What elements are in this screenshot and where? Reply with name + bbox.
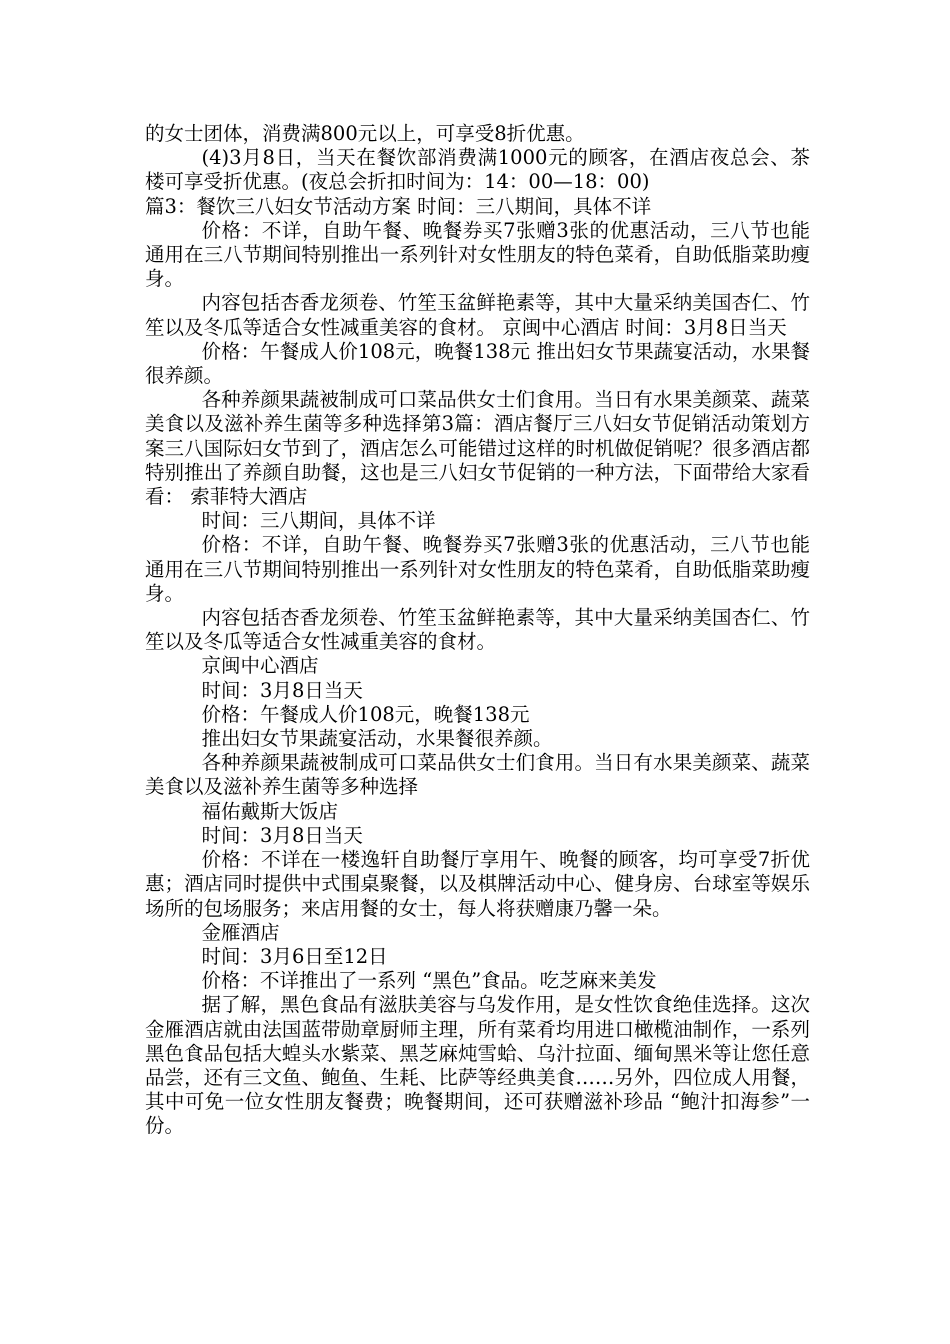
paragraph-13: 价格：午餐成人价108元，晚餐138元 — [201, 702, 530, 726]
paragraph-14: 推出妇女节果蔬宴活动，水果餐很养颜。 — [201, 727, 553, 751]
paragraph-7: 各种养颜果蔬被制成可口菜品供女士们食用。当日有水果美颜菜、蔬菜美食以及滋补养生菌等多种选择第3篇：酒店餐厅三八妇女节促销活动策划方案三八国际妇女节到了，酒店怎么可能错过这样的时机做促销呢？很多酒店都特别推出了养颜自助餐，这也是三八妇女节促销的一种方法，下面带给大家看看： 索菲特大酒店 — [145, 388, 810, 509]
paragraph-1: 的女士团体，消费满800元以上，可享受8折优惠。 — [145, 122, 585, 145]
paragraph-4: 价格：不详，自助午餐、晚餐券买7张赠3张的优惠活动，三八节也能通用在三八节期间特别推出一系列针对女性朋友的特色菜肴，自助低脂菜助瘦身。 — [145, 218, 810, 291]
paragraph-21: 价格：不详推出了一系列 “黑色”食品。吃芝麻来美发 — [201, 969, 657, 993]
paragraph-10: 内容包括杏香龙须卷、竹笙玉盆鲜艳素等，其中大量采纳美国杏仁、竹笙以及冬瓜等适合女性减重美容的食材。 — [145, 606, 810, 654]
paragraph-18: 价格：不详在一楼逸轩自助餐厅享用午、晚餐的顾客，均可享受7折优惠；酒店同时提供中式围桌聚餐，以及棋牌活动中心、健身房、台球室等娱乐场所的包场服务；来店用餐的女士，每人将获赠康乃馨一朵。 — [145, 848, 810, 920]
paragraph-6: 价格：午餐成人价108元，晚餐138元 推出妇女节果蔬宴活动，水果餐很养颜。 — [145, 339, 810, 388]
paragraph-20: 时间：3月6日至12日 — [201, 944, 388, 968]
paragraph-5: 内容包括杏香龙须卷、竹笙玉盆鲜艳素等，其中大量采纳美国杏仁、竹笙以及冬瓜等适合女性减重美容的食材。 京闽中心酒店 时间：3月8日当天 — [145, 291, 810, 339]
paragraph-15: 各种养颜果蔬被制成可口菜品供女士们食用。当日有水果美颜菜、蔬菜美食以及滋补养生菌等多种选择 — [145, 751, 810, 799]
hotel-name-fuyou-days: 福佑戴斯大饭店 — [201, 799, 339, 823]
paragraph-17: 时间：3月8日当天 — [201, 823, 363, 847]
hotel-name-jinyan: 金雁酒店 — [201, 920, 280, 944]
paragraph-8: 时间：三八期间，具体不详 — [201, 509, 436, 533]
hotel-name-jingmin: 京闽中心酒店 — [201, 654, 319, 678]
document-body — [145, 122, 810, 1139]
paragraph-12: 时间：3月8日当天 — [201, 678, 363, 702]
paragraph-9: 价格：不详，自助午餐、晚餐券买7张赠3张的优惠活动，三八节也能通用在三八节期间特别推出一系列针对女性朋友的特色菜肴，自助低脂菜助瘦身。 — [145, 533, 810, 605]
paragraph-22: 据了解，黑色食品有滋肤美容与乌发作用，是女性饮食绝佳选择。这次金雁酒店就由法国蓝带勋章厨师主理，所有菜肴均用进口橄榄油制作，一系列黑色食品包括大蝗头水紫菜、黑芝麻炖雪蛤、乌汁拉面、缅甸黑米等让您任意品尝，还有三文鱼、鲍鱼、生耗、比萨等经典美食……另外，四位成人用餐，其中可免一位女性朋友餐费；晚餐期间，还可获赠滋补珍品 “鲍汁扣海参”一份。 — [145, 993, 810, 1138]
section-heading-article-3: 篇3：餐饮三八妇女节活动方案 时间：三八期间，具体不详 — [145, 194, 652, 218]
paragraph-2: (4)3月8日，当天在餐饮部消费满1000元的顾客，在酒店夜总会、茶楼可享受折优惠。(夜总会折扣时间为：14：00—18：00) — [145, 146, 810, 194]
